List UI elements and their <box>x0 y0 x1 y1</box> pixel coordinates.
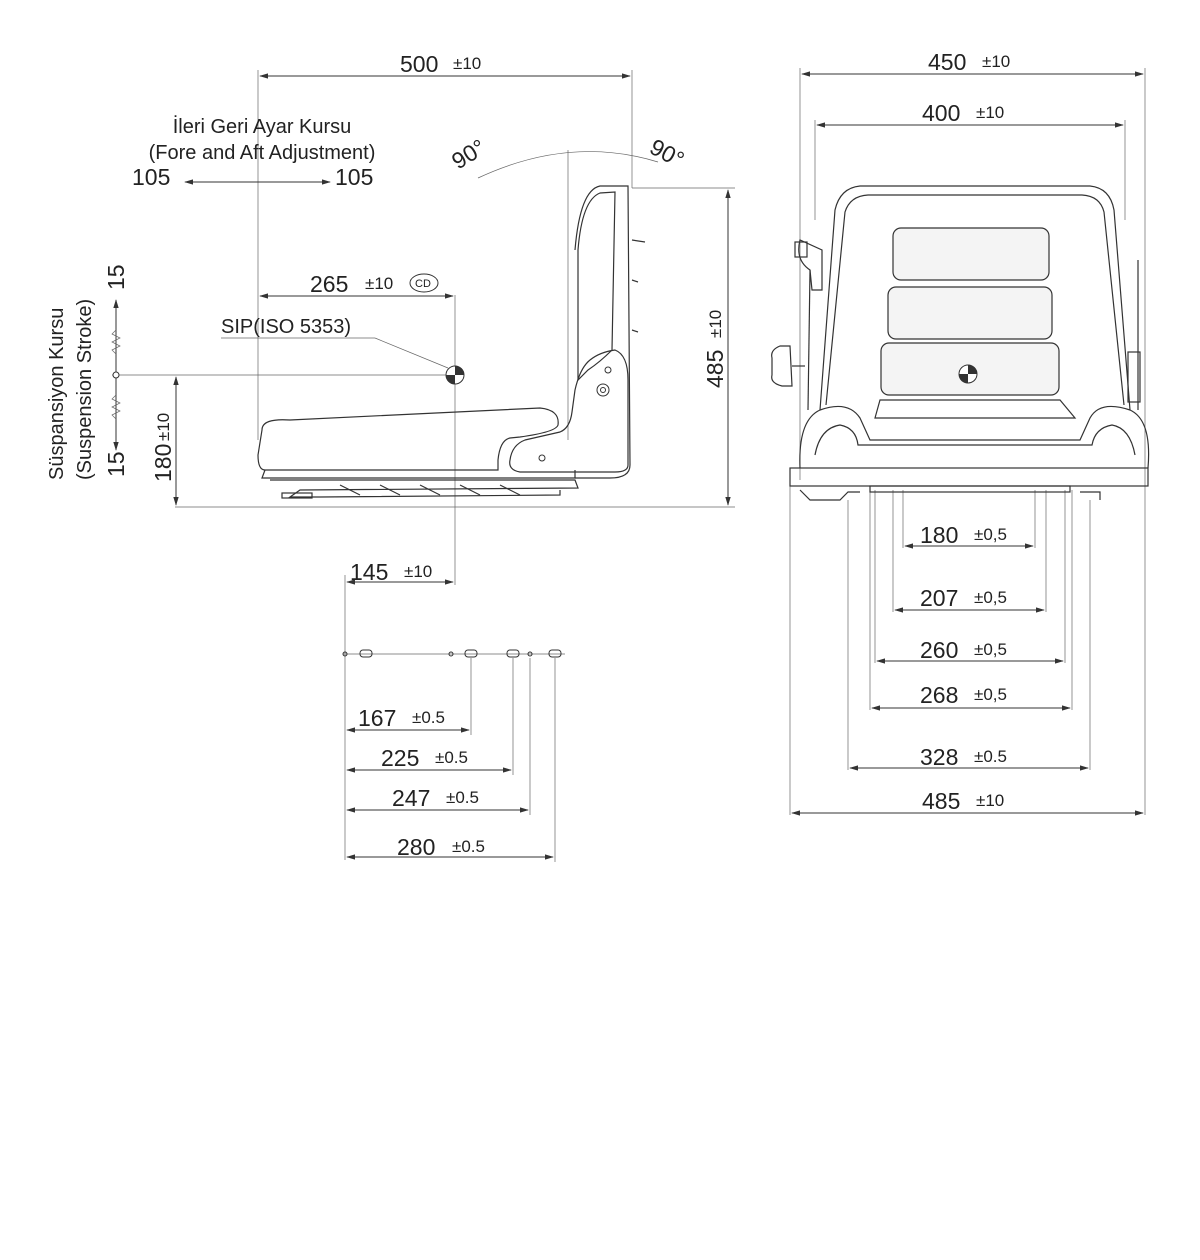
base-width-value: 485 <box>922 788 961 814</box>
rail-hole-4-value: 280 <box>397 834 436 860</box>
rail-hole-3-tol: ±0.5 <box>446 788 479 807</box>
overall-length-value: 500 <box>400 51 439 77</box>
fore-aft-left: 105 <box>132 164 171 190</box>
seat-front-profile <box>772 186 1149 500</box>
seat-height-value: 180 <box>150 443 176 482</box>
suspension-title-tr: Süspansiyon Kursu <box>46 307 68 480</box>
angle-right: 90° <box>645 133 689 173</box>
mount-328-value: 328 <box>920 744 959 770</box>
rail-hole-2-tol: ±0.5 <box>435 748 468 767</box>
sip-distance-tol: ±10 <box>365 274 394 293</box>
sip-marker <box>446 366 464 384</box>
suspension-title-en: (Suspension Stroke) <box>74 298 96 480</box>
rail-hole-1-value: 167 <box>358 705 397 731</box>
suspension-up: 15 <box>103 264 129 290</box>
cd-badge-text: CD <box>415 278 431 290</box>
mount-207-value: 207 <box>920 585 959 611</box>
fore-aft-right: 105 <box>335 164 374 190</box>
rail-offset-value: 145 <box>350 559 389 585</box>
mount-180-tol: ±0,5 <box>974 525 1007 544</box>
sip-marker-front <box>959 365 977 383</box>
mount-180-value: 180 <box>920 522 959 548</box>
fore-aft-title-en: (Fore and Aft Adjustment) <box>148 142 376 164</box>
overall-length-tol: ±10 <box>453 54 482 73</box>
overall-height-value: 485 <box>702 349 728 388</box>
sip-label: SIP(ISO 5353) <box>221 316 352 338</box>
sip-distance-value: 265 <box>310 271 349 297</box>
suspension-down: 15 <box>103 451 129 477</box>
rail-hole-pattern <box>343 650 565 862</box>
base-width-tol: ±10 <box>976 791 1005 810</box>
rail-hole-4-tol: ±0.5 <box>452 837 485 856</box>
mount-260-value: 260 <box>920 637 959 663</box>
mount-328-tol: ±0.5 <box>974 747 1007 766</box>
width-back-tol: ±10 <box>976 103 1005 122</box>
rail-hole-3-value: 247 <box>392 785 431 811</box>
fore-aft-title-tr: İleri Geri Ayar Kursu <box>172 116 352 138</box>
mount-268-value: 268 <box>920 682 959 708</box>
rail-hole-1-tol: ±0.5 <box>412 708 445 727</box>
overall-height-tol: ±10 <box>706 309 725 338</box>
angle-left: 90° <box>446 133 491 175</box>
side-view <box>46 51 735 860</box>
width-top-value: 450 <box>928 49 967 75</box>
seat-side-profile <box>258 186 645 498</box>
mount-260-tol: ±0,5 <box>974 640 1007 659</box>
width-back-value: 400 <box>922 100 961 126</box>
rail-offset-tol: ±10 <box>404 562 433 581</box>
width-top-tol: ±10 <box>982 52 1011 71</box>
seat-height-tol: ±10 <box>154 412 173 441</box>
mount-268-tol: ±0,5 <box>974 685 1007 704</box>
mount-207-tol: ±0,5 <box>974 588 1007 607</box>
front-view <box>772 49 1149 815</box>
rail-hole-2-value: 225 <box>381 745 420 771</box>
